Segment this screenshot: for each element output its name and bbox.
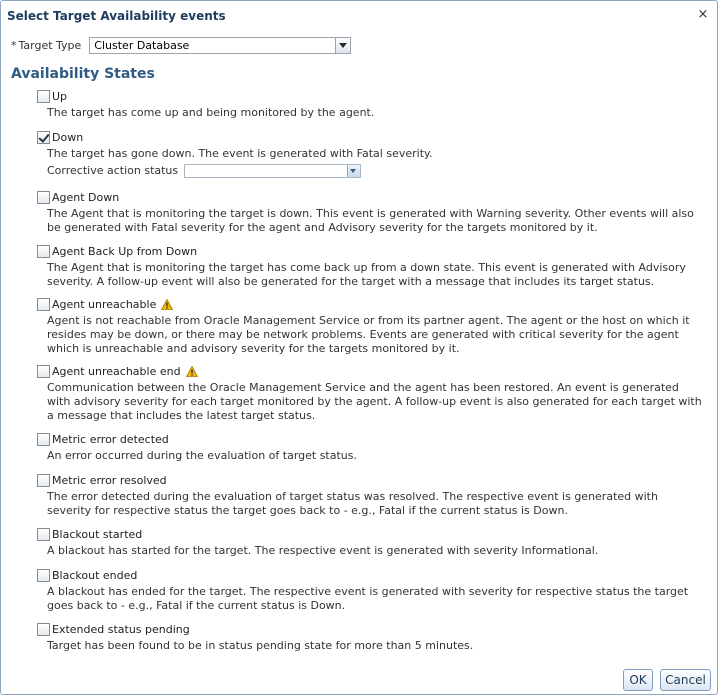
state-agent-down <box>37 190 707 235</box>
checkbox-down[interactable] <box>37 131 50 144</box>
state-label-metric-error-detected: Metric error detected <box>52 432 169 446</box>
state-desc-agent-unreachable: Agent is not reachable from Oracle Management Service or from its partner agent. The agent or the host on which it resides may be down, or there may be network problems. Events are generated with critical severity for the agent which is unreachable and advisory severity for the targets monitored by it. <box>47 314 690 355</box>
checkbox-metric-error-resolved[interactable] <box>37 474 50 487</box>
corrective-action-row <box>47 163 707 178</box>
target-type-select[interactable] <box>89 37 351 54</box>
state-desc-blackout-ended: A blackout has ended for the target. The respective event is generated with severity for respective status the target goes back to - e.g., Fatal if the current status is Down. <box>47 585 689 612</box>
state-desc-agent-unreachable-end: Communication between the Oracle Management Service and the agent has been restored. An event is generated with advisory severity for each target monitored by the agent. A follow-up event is also generated for each target with a message that includes the latest target status. <box>47 381 702 422</box>
checkbox-extended-status-pending[interactable] <box>37 623 50 636</box>
close-icon[interactable]: × <box>697 7 709 22</box>
state-label-agent-back-up: Agent Back Up from Down <box>52 244 198 258</box>
chevron-down-icon[interactable] <box>347 165 360 177</box>
state-agent-unreachable <box>37 297 707 356</box>
dialog-title: Select Target Availability events <box>7 9 226 23</box>
checkbox-agent-unreachable-end[interactable] <box>37 365 50 378</box>
target-type-label-text: Target Type <box>18 38 82 52</box>
target-type-row <box>11 36 351 54</box>
ok-button[interactable]: OK <box>623 669 653 691</box>
state-label-down: Down <box>52 130 84 144</box>
state-agent-unreachable-end <box>37 364 707 423</box>
state-blackout-ended <box>37 568 707 613</box>
state-down <box>37 130 707 178</box>
state-label-agent-down: Agent Down <box>52 190 120 204</box>
target-type-label <box>11 39 81 52</box>
state-desc-agent-down: The Agent that is monitoring the target is down. This event is generated with Warning severity. Other events will also be generated with Fatal severity for the agent and Advisory severity for the targets monitored by it. <box>47 207 694 234</box>
checkbox-agent-down[interactable] <box>37 191 50 204</box>
state-label-blackout-ended: Blackout ended <box>52 568 138 582</box>
target-type-selected: Cluster Database <box>94 38 190 52</box>
warning-icon <box>161 299 173 310</box>
warning-icon <box>186 366 198 377</box>
checkbox-agent-back-up[interactable] <box>37 245 50 258</box>
state-label-blackout-started: Blackout started <box>52 527 143 541</box>
state-agent-back-up <box>37 244 707 289</box>
state-label-extended-status-pending: Extended status pending <box>52 622 190 636</box>
dialog-titlebar <box>1 1 717 31</box>
required-marker: * <box>11 38 17 52</box>
chevron-down-icon[interactable] <box>335 38 350 53</box>
state-extended-status-pending <box>37 622 707 653</box>
state-desc-up: The target has come up and being monitored by the agent. <box>47 106 375 119</box>
section-heading: Availability States <box>11 66 155 82</box>
state-desc-extended-status-pending: Target has been found to be in status pending state for more than 5 minutes. <box>47 639 474 652</box>
corrective-action-label: Corrective action status <box>47 164 179 177</box>
checkbox-agent-unreachable[interactable] <box>37 298 50 311</box>
state-label-agent-unreachable-end: Agent unreachable end <box>52 364 181 378</box>
checkbox-blackout-ended[interactable] <box>37 569 50 582</box>
state-desc-down: The target has gone down. The event is generated with Fatal severity. <box>47 147 433 160</box>
corrective-action-select[interactable] <box>184 164 361 178</box>
state-up <box>37 89 707 120</box>
state-label-agent-unreachable: Agent unreachable <box>52 297 157 311</box>
state-desc-agent-back-up: The Agent that is monitoring the target has come back up from a down state. This event is generated with Advisory severity. A follow-up event will also be generated for the target with a message that includes its target status. <box>47 261 686 288</box>
state-blackout-started <box>37 527 707 558</box>
state-metric-error-resolved <box>37 473 707 518</box>
checkbox-up[interactable] <box>37 90 50 103</box>
state-desc-blackout-started: A blackout has started for the target. The respective event is generated with severity Informational. <box>47 544 599 557</box>
state-desc-metric-error-detected: An error occurred during the evaluation of target status. <box>47 449 357 462</box>
state-metric-error-detected <box>37 432 707 463</box>
cancel-button[interactable]: Cancel <box>660 669 711 691</box>
checkbox-metric-error-detected[interactable] <box>37 433 50 446</box>
state-label-up: Up <box>52 89 68 103</box>
checkbox-blackout-started[interactable] <box>37 528 50 541</box>
state-label-metric-error-resolved: Metric error resolved <box>52 473 167 487</box>
state-desc-metric-error-resolved: The error detected during the evaluation of target status was resolved. The respective event is generated with severity for respective status the target goes back to - e.g., Fatal if the current status is Down. <box>47 490 658 517</box>
